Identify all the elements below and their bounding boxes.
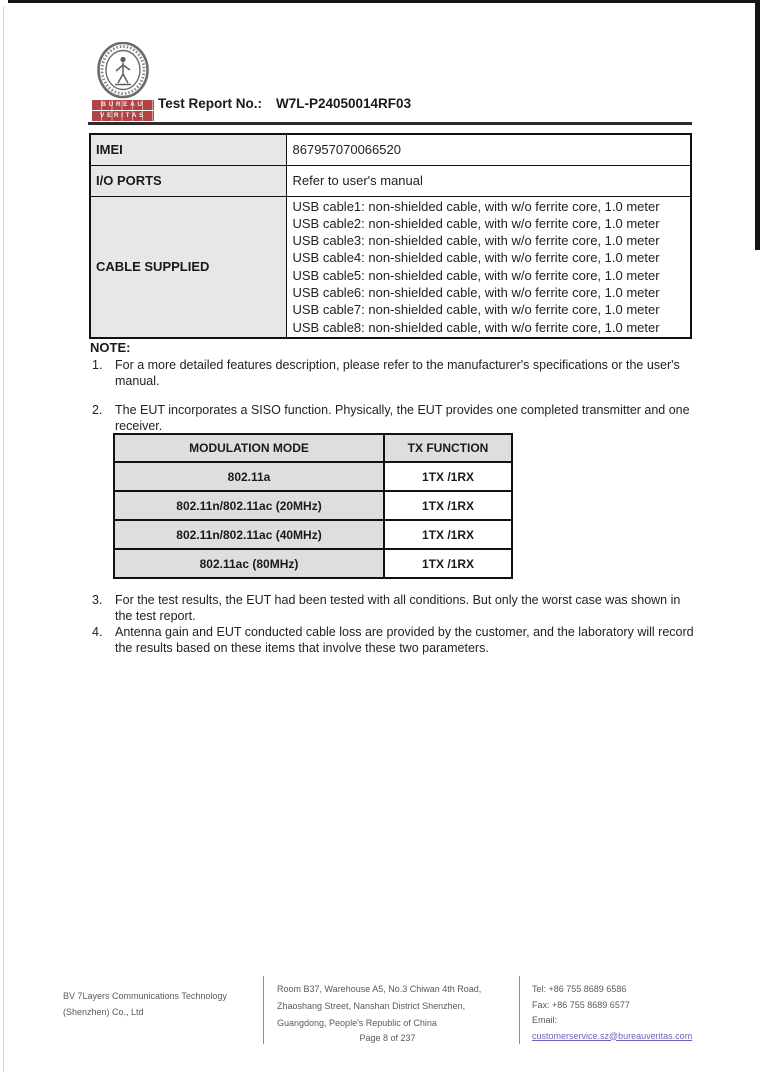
report-number-line [158, 96, 411, 111]
imei-label: IMEI [90, 134, 286, 165]
modulation-mode-cell: 802.11a [114, 462, 384, 491]
note-text: Antenna gain and EUT conducted cable loss are provided by the customer, and the laboratory will record the results based on these items that involve these two parameters. [115, 625, 694, 655]
modulation-mode-cell: 802.11n/802.11ac (40MHz) [114, 520, 384, 549]
tx-function-cell: 1TX /1RX [384, 520, 512, 549]
modulation-mode-header: MODULATION MODE [114, 434, 384, 462]
table-header-row [114, 434, 512, 462]
scan-edge-left [3, 6, 4, 1072]
note-number: 2. [92, 403, 103, 418]
notes-list-upper [92, 358, 698, 434]
note-heading: NOTE: [90, 340, 131, 355]
cable-supplied-label: CABLE SUPPLIED [90, 196, 286, 338]
cable-line: USB cable3: non-shielded cable, with w/o ferrite core, 1.0 meter [292, 233, 660, 249]
table-row [114, 462, 512, 491]
modulation-mode-table [113, 433, 513, 579]
table-row [90, 196, 691, 338]
io-ports-value: Refer to user's manual [286, 165, 691, 196]
footer-fax: Fax: +86 755 8689 6577 [532, 999, 630, 1010]
note-item-4 [92, 625, 698, 656]
cable-line: USB cable1: non-shielded cable, with w/o ferrite core, 1.0 meter [292, 198, 660, 214]
footer-email-link[interactable]: customerservice.sz@bureauveritas.com [532, 1030, 693, 1041]
note-item-2 [92, 403, 698, 434]
tx-function-cell: 1TX /1RX [384, 462, 512, 491]
footer-email-label: Email: [532, 1015, 558, 1025]
tx-function-cell: 1TX /1RX [384, 491, 512, 520]
table-row [90, 165, 691, 196]
footer-tel: Tel: +86 755 8689 6586 [532, 984, 627, 994]
bureau-veritas-seal-icon [96, 42, 150, 99]
table-row [114, 549, 512, 578]
header-divider [88, 122, 692, 125]
io-ports-label: I/O PORTS [90, 165, 286, 196]
modulation-mode-cell: 802.11n/802.11ac (20MHz) [114, 491, 384, 520]
footer-address-line: Room B37, Warehouse A5, No.3 Chiwan 4th Road, [277, 984, 482, 994]
cable-line: USB cable2: non-shielded cable, with w/o ferrite core, 1.0 meter [292, 215, 660, 231]
footer-company-line: (Shenzhen) Co., Ltd [63, 1006, 144, 1017]
cable-line: USB cable5: non-shielded cable, with w/o ferrite core, 1.0 meter [292, 267, 660, 283]
scan-edge-top [8, 0, 760, 3]
cable-line: USB cable4: non-shielded cable, with w/o ferrite core, 1.0 meter [292, 250, 660, 266]
report-number-label: Test Report No.: [158, 96, 262, 111]
logo-bar-veritas: VERITAS [92, 111, 154, 121]
notes-list-lower [92, 593, 698, 656]
tx-function-header: TX FUNCTION [384, 434, 512, 462]
note-number: 3. [92, 593, 103, 607]
note-text: For a more detailed features description, please refer to the manufacturer's specifications or the user's manual. [115, 358, 680, 388]
scan-edge-right [755, 0, 760, 250]
table-row [114, 520, 512, 549]
footer-address-line: Guangdong, People's Republic of China [277, 1018, 437, 1028]
bureau-veritas-logo [92, 42, 154, 122]
modulation-mode-cell: 802.11ac (80MHz) [114, 549, 384, 578]
logo-bar-bureau: BUREAU [92, 100, 154, 110]
note-text: The EUT incorporates a SISO function. Physically, the EUT provides one completed transmitter and one receiver. [115, 403, 690, 433]
cable-supplied-value [286, 196, 691, 338]
footer-company-line: BV 7Layers Communications Technology [63, 991, 227, 1001]
imei-value: 867957070066520 [286, 134, 691, 165]
table-row [90, 134, 691, 165]
cable-line: USB cable7: non-shielded cable, with w/o ferrite core, 1.0 meter [292, 302, 660, 318]
table-row [114, 491, 512, 520]
tx-function-cell: 1TX /1RX [384, 549, 512, 578]
cable-line: USB cable8: non-shielded cable, with w/o ferrite core, 1.0 meter [292, 319, 660, 335]
page-number: Page 8 of 237 [359, 1033, 416, 1043]
note-item-1 [92, 358, 698, 389]
footer-address-line: Zhaoshang Street, Nanshan District Shenzhen, [277, 1001, 466, 1011]
cable-line: USB cable6: non-shielded cable, with w/o ferrite core, 1.0 meter [292, 284, 660, 300]
report-number-value: W7L-P24050014RF03 [276, 96, 412, 111]
note-number: 4. [92, 625, 103, 640]
eut-info-table [89, 133, 692, 339]
note-item-3 [92, 593, 698, 624]
note-number: 1. [92, 358, 103, 372]
note-text: For the test results, the EUT had been tested with all conditions. But only the worst case was shown in the test report. [115, 593, 681, 623]
